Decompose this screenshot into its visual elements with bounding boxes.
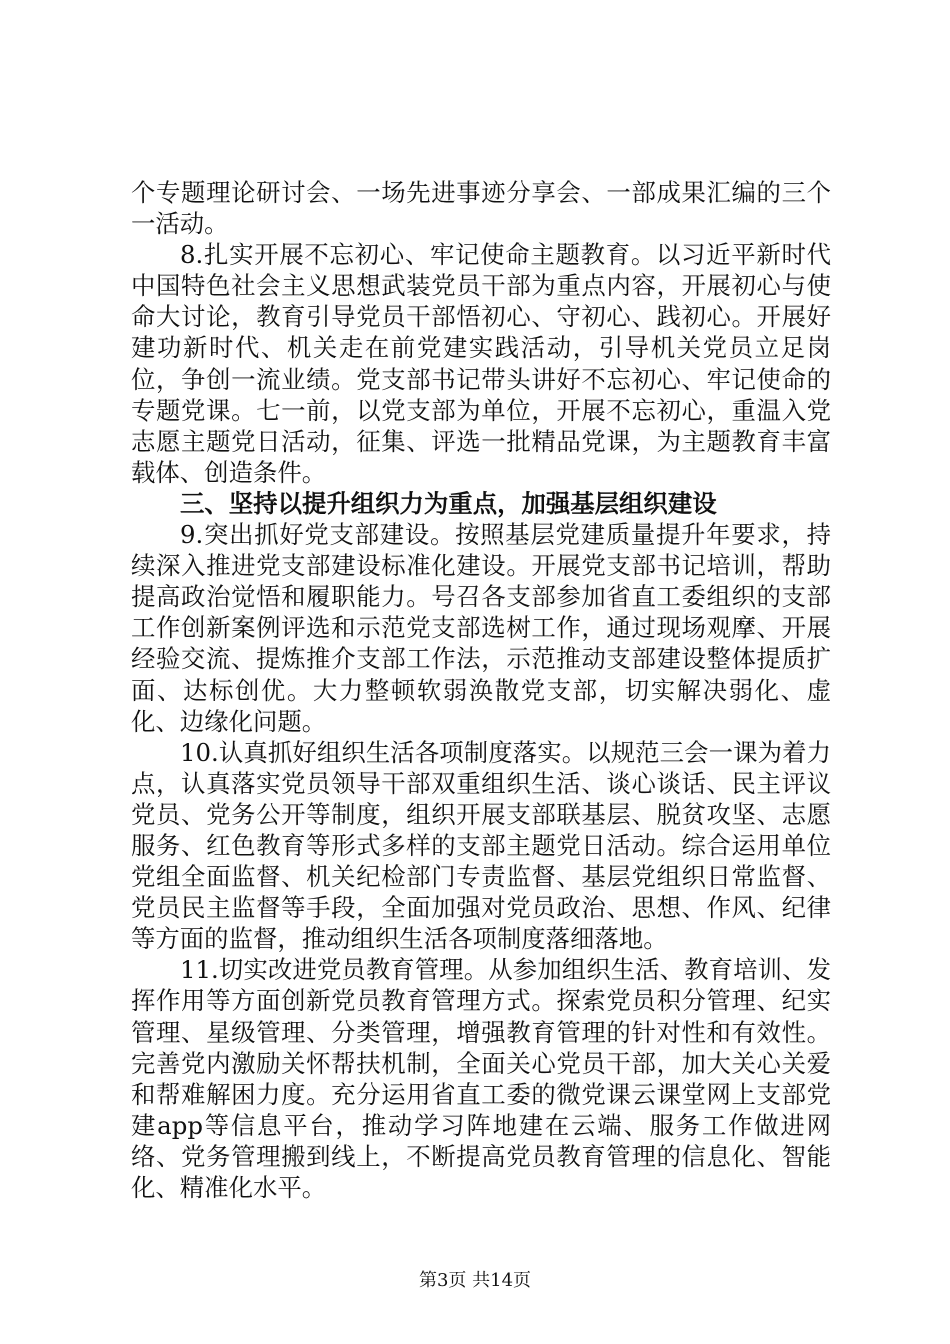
paragraph-item-9: 9.突出抓好党支部建设。按照基层党建质量提升年要求，持续深入推进党支部建设标准化建设。开展党支部书记培训，帮助提高政治觉悟和履职能力。号召各支部参加省直工委组织的支部工作创新案例评选和示范党支部选树工作，通过现场观摩、开展经验交流、提炼推介支部工作法，示范推动支部建设整体提质扩面、达标创优。大力整顿软弱涣散党支部，切实解决弱化、虚化、边缘化问题。 xyxy=(131,520,831,736)
paragraph-item-10: 10.认真抓好组织生活各项制度落实。以规范三会一课为着力点，认真落实党员领导干部双重组织生活、谈心谈话、民主评议党员、党务公开等制度，组织开展支部联基层、脱贫攻坚、志愿服务、红色教育等形式多样的支部主题党日活动。综合运用单位党组全面监督、机关纪检部门专责监督、基层党组织日常监督、党员民主监督等手段，全面加强对党员政治、思想、作风、纪律等方面的监督，推动组织生活各项制度落细落地。 xyxy=(131,737,831,954)
paragraph-item-8: 8.扎实开展不忘初心、牢记使命主题教育。以习近平新时代中国特色社会主义思想武装党员干部为重点内容，开展初心与使命大讨论，教育引导党员干部悟初心、守初心、践初心。开展好建功新时代、机关走在前党建实践活动，引导机关党员立足岗位，争创一流业绩。党支部书记带头讲好不忘初心、牢记使命的专题党课。七一前，以党支部为单位，开展不忘初心，重温入党志愿主题党日活动，征集、评选一批精品党课，为主题教育丰富载体、创造条件。 xyxy=(131,240,831,487)
document-body xyxy=(131,177,831,1203)
paragraph-item-11: 11.切实改进党员教育管理。从参加组织生活、教育培训、发挥作用等方面创新党员教育管理方式。探索党员积分管理、纪实管理、星级管理、分类管理，增强教育管理的针对性和有效性。完善党内激励关怀帮扶机制，全面关心党员干部，加大关心关爱和帮难解困力度。充分运用省直工委的微党课云课堂网上支部党建app等信息平台，推动学习阵地建在云端、服务工作做进网络、党务管理搬到线上，不断提高党员教育管理的信息化、智能化、精准化水平。 xyxy=(131,955,831,1202)
paragraph-continuation: 个专题理论研讨会、一场先进事迹分享会、一部成果汇编的三个一活动。 xyxy=(131,178,831,239)
page-footer: 第3页 共14页 xyxy=(418,1270,532,1291)
section-heading-3: 三、坚持以提升组织力为重点，加强基层组织建设 xyxy=(180,488,717,518)
